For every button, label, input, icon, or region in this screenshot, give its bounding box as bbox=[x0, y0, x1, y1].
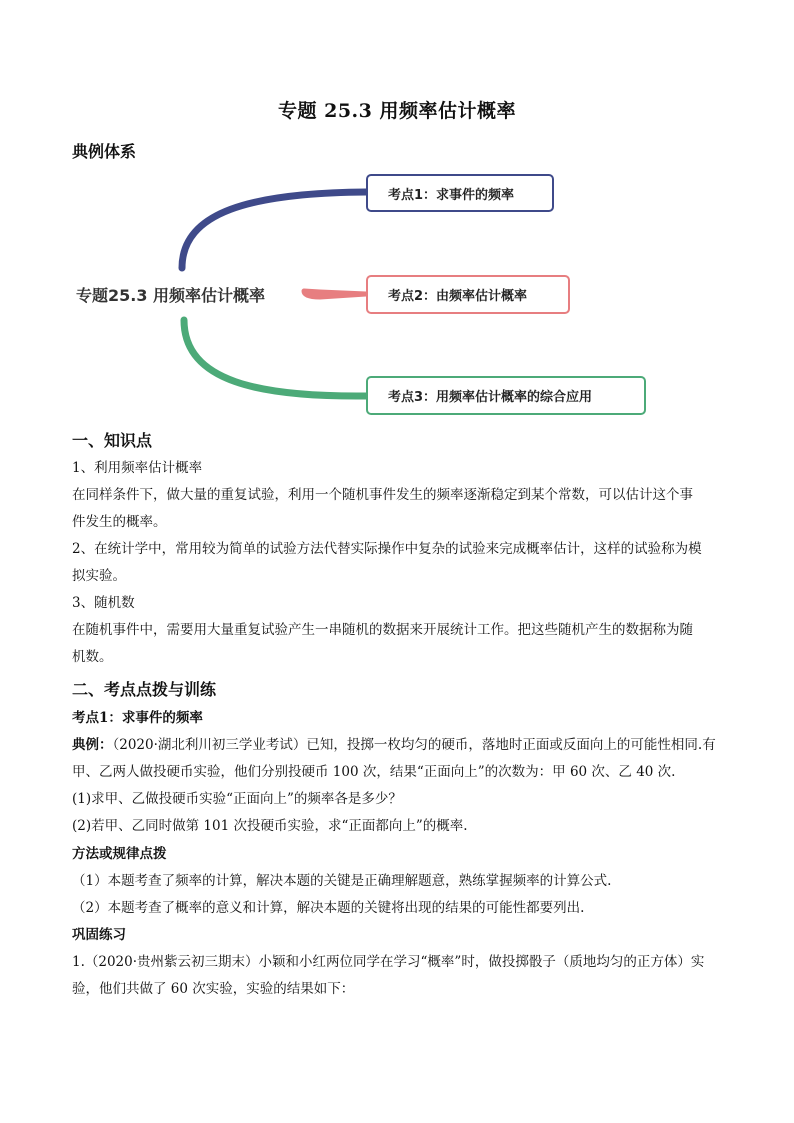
mindmap-node-kp3: 考点3：用频率估计概率的综合应用 bbox=[366, 376, 646, 415]
example-line-1 bbox=[72, 732, 732, 758]
practice-heading: 巩固练习 bbox=[72, 927, 126, 943]
example-line-2: 甲、乙两人做投硬币实验，他们分别投硬币 100 次，结果“正面向上”的次数为：甲 60 次、乙 40 次. bbox=[72, 764, 676, 780]
example-text: （2020·湖北利川初三学业考试）已知，投掷一枚均匀的硬币，落地时正面或反面向上的可能性相同.有 bbox=[112, 737, 716, 753]
section1-heading: 一、知识点 bbox=[72, 431, 153, 450]
kp-3-title: 3、随机数 bbox=[72, 595, 135, 611]
page-title: 专题 25.3 用频率估计概率 bbox=[277, 100, 516, 122]
question-2: (2)若甲、乙同时做第 101 次投硬币实验，求“正面都向上”的概率. bbox=[72, 818, 468, 834]
mindmap-node-kp2: 考点2：由频率估计概率 bbox=[366, 275, 570, 314]
branch-3-curve bbox=[184, 320, 366, 396]
kp-1-line-1: 在同样条件下，做大量的重复试验，利用一个随机事件发生的频率逐渐稳定到某个常数，可以估计这个事 bbox=[72, 487, 693, 503]
practice-line-2: 验，他们共做了 60 次实验，实验的结果如下： bbox=[72, 981, 355, 997]
system-heading: 典例体系 bbox=[72, 142, 137, 161]
example-label: 典例： bbox=[72, 737, 113, 753]
branch-1-curve bbox=[182, 192, 366, 268]
method-point-2: （2）本题考查了概率的意义和计算，解决本题的关键将出现的结果的可能性都要列出. bbox=[72, 900, 585, 916]
mindmap-center-topic: 专题25.3 用频率估计概率 bbox=[76, 286, 266, 305]
kp1-heading: 考点1：求事件的频率 bbox=[72, 710, 203, 726]
branch-2-curve bbox=[304, 291, 366, 297]
section2-heading: 二、考点点拨与训练 bbox=[72, 680, 217, 699]
mindmap-node-kp1: 考点1：求事件的频率 bbox=[366, 174, 554, 212]
question-1: (1)求甲、乙做投硬币实验“正面向上”的频率各是多少？ bbox=[72, 791, 402, 807]
kp-1-title: 1、利用频率估计概率 bbox=[72, 460, 203, 476]
method-heading: 方法或规律点拨 bbox=[72, 846, 167, 862]
kp-2-line-2: 拟实验。 bbox=[72, 568, 126, 584]
kp-3-line-2: 机数。 bbox=[72, 649, 113, 665]
method-point-1: （1）本题考查了频率的计算，解决本题的关键是正确理解题意，熟练掌握频率的计算公式. bbox=[72, 873, 612, 889]
kp-2-line-1: 2、在统计学中，常用较为简单的试验方法代替实际操作中复杂的试验来完成概率估计，这样的试验称为模 bbox=[72, 541, 702, 557]
kp-1-line-2: 件发生的概率。 bbox=[72, 514, 167, 530]
kp-3-line-1: 在随机事件中，需要用大量重复试验产生一串随机的数据来开展统计工作。把这些随机产生的数据称为随 bbox=[72, 622, 693, 638]
practice-line-1: 1.（2020·贵州紫云初三期末）小颖和小红两位同学在学习“概率”时，做投掷骰子（质地均匀的正方体）实 bbox=[72, 954, 705, 970]
